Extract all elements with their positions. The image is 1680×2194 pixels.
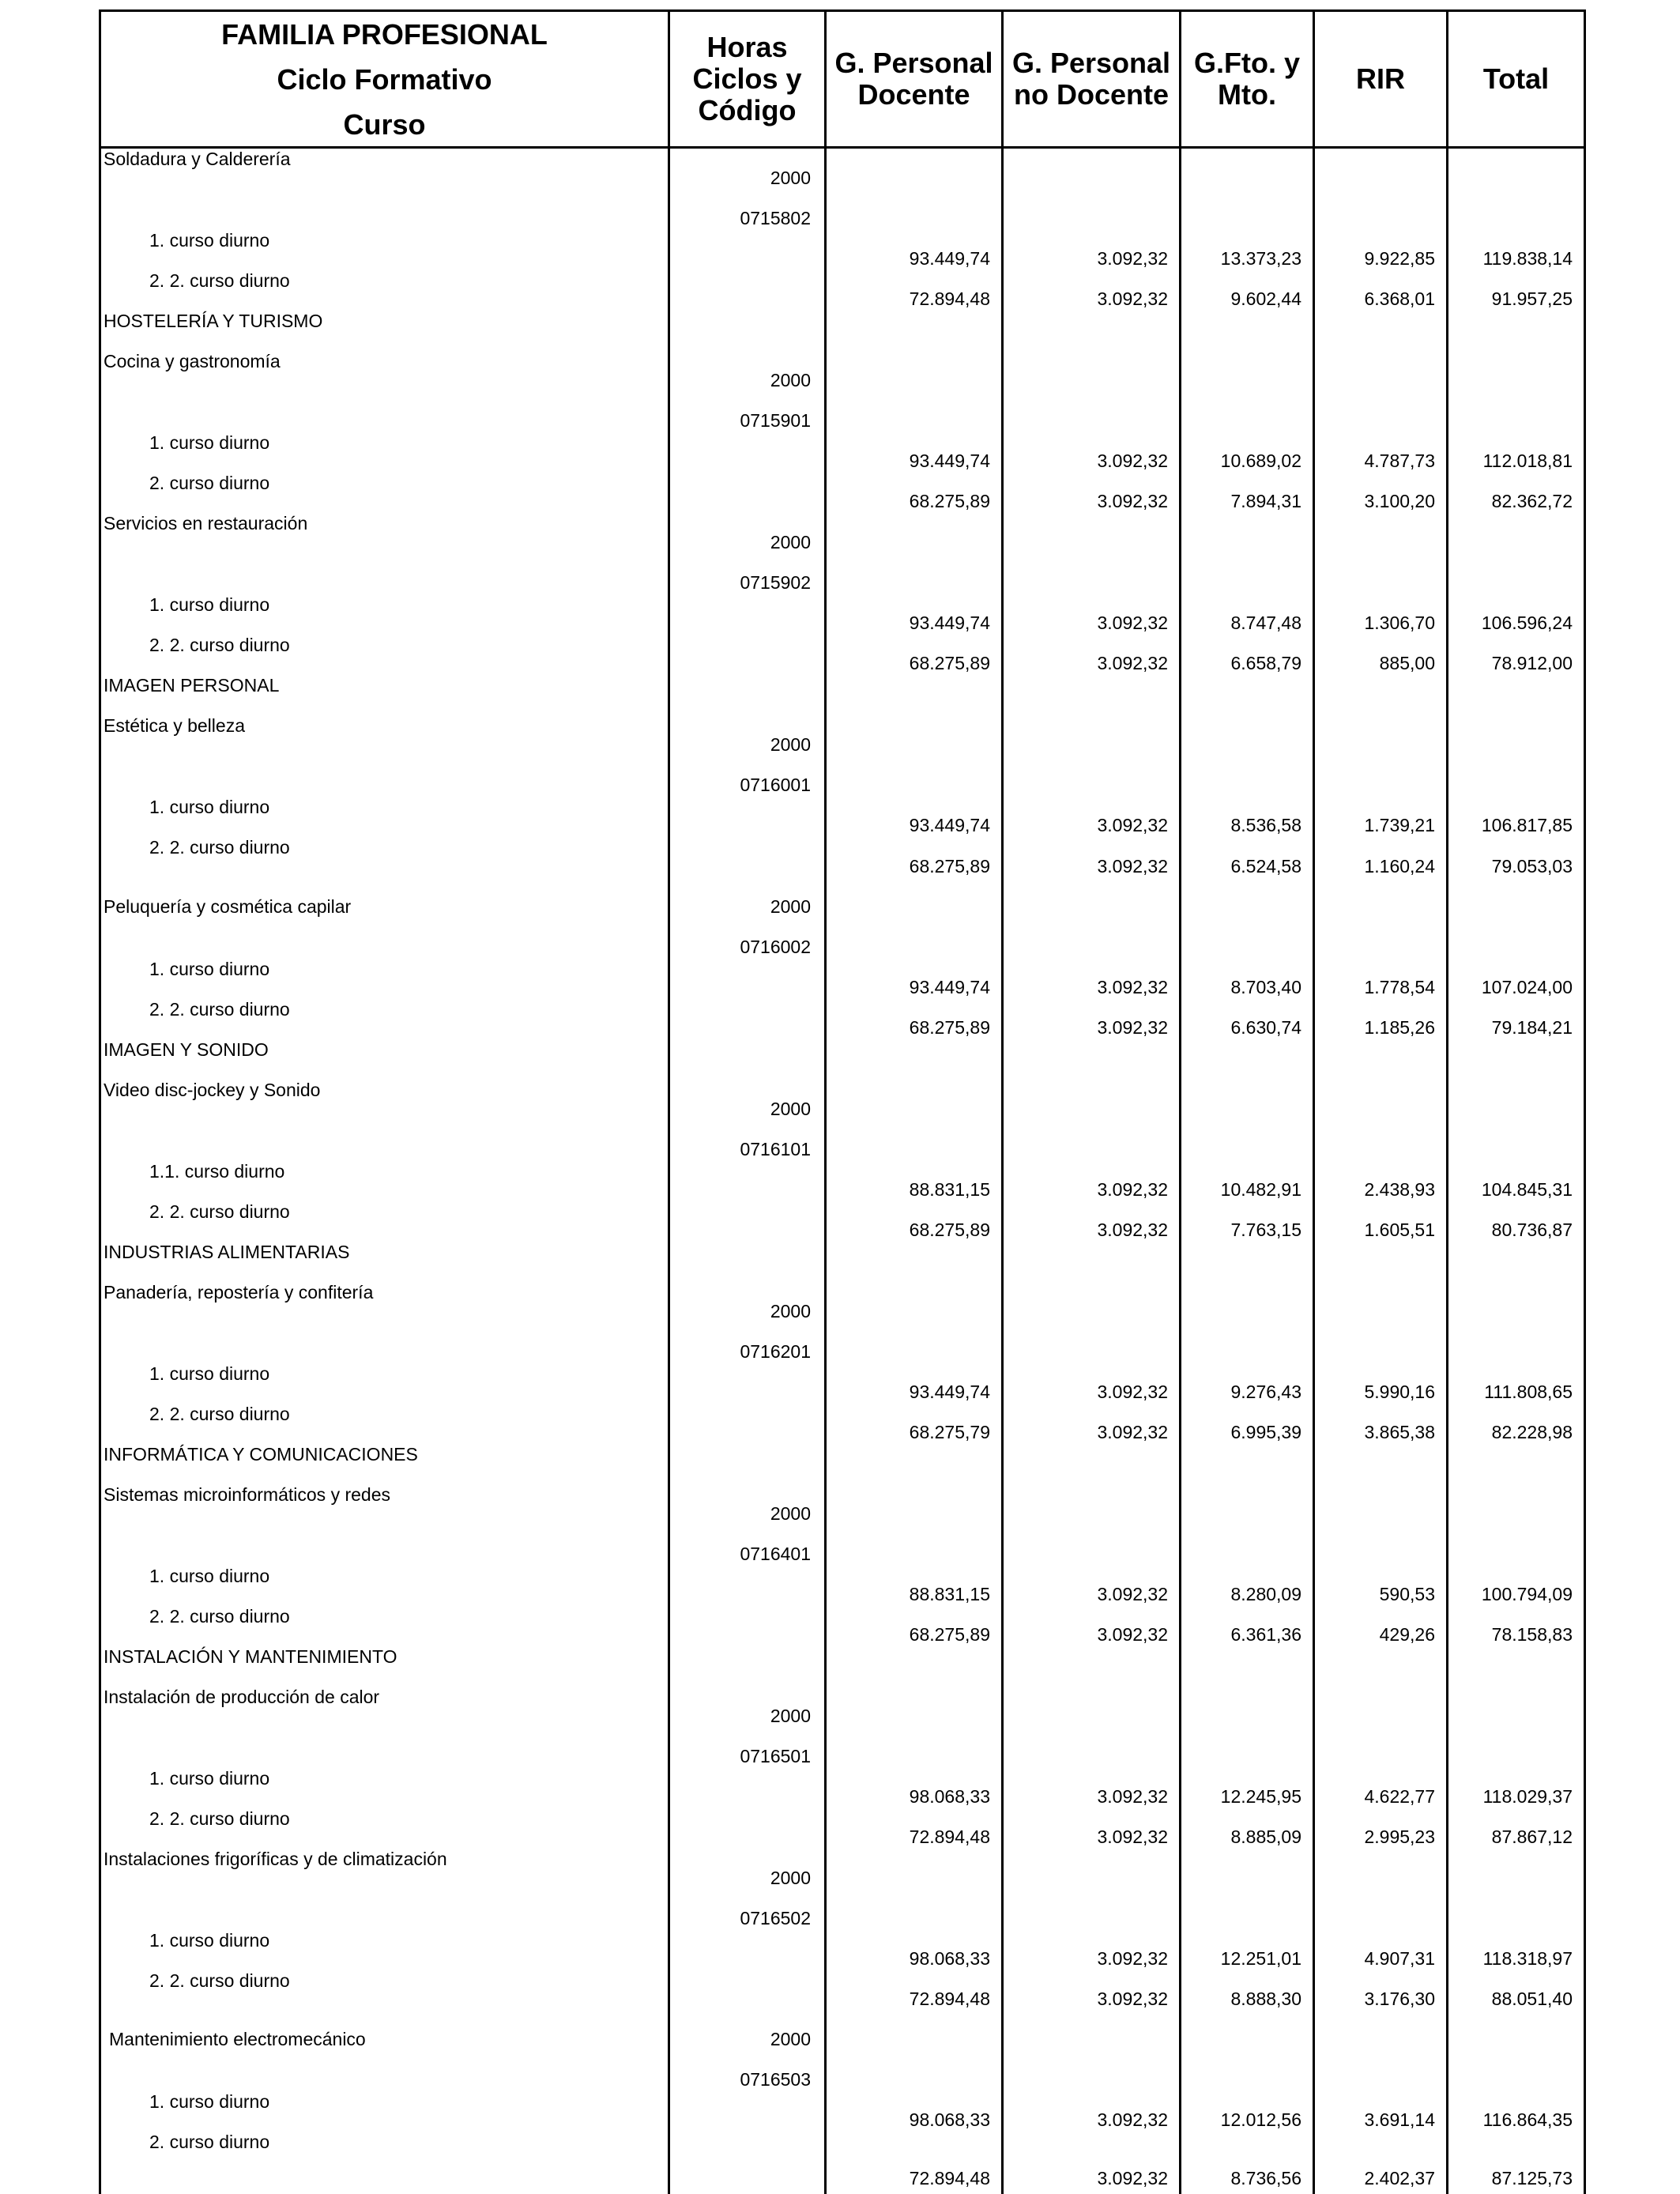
value-gfto: 12.245,95 xyxy=(1220,1786,1301,1807)
value-total: 119.838,14 xyxy=(1482,248,1573,269)
cycle-name: Instalaciones frigoríficas y de climatización xyxy=(104,1849,447,1869)
cycle-code: 0716201 xyxy=(740,1341,811,1362)
family-name: INDUSTRIAS ALIMENTARIAS xyxy=(104,1242,350,1262)
cycle-name: Mantenimiento electromecánico xyxy=(109,2029,366,2049)
value-rir: 9.922,85 xyxy=(1364,248,1435,269)
cycle-name: Instalación de producción de calor xyxy=(104,1687,380,1707)
value-personal-no-docente: 3.092,32 xyxy=(1097,491,1168,511)
column-divider xyxy=(668,9,670,2194)
value-rir: 6.368,01 xyxy=(1364,288,1435,309)
value-gfto: 12.012,56 xyxy=(1220,2109,1301,2130)
value-total: 82.362,72 xyxy=(1491,491,1573,511)
course-label: 2. 2. curso diurno xyxy=(149,1808,290,1829)
header-horas-line: Código xyxy=(698,94,797,126)
value-personal-docente: 72.894,48 xyxy=(909,288,990,309)
column-divider xyxy=(1446,9,1448,2194)
header-familia-line: Ciclo Formativo xyxy=(277,62,492,96)
header-horas xyxy=(670,11,824,147)
course-label: 2. 2. curso diurno xyxy=(149,270,290,291)
value-total: 88.051,40 xyxy=(1491,1989,1573,2009)
value-gfto: 8.703,40 xyxy=(1230,977,1301,997)
value-personal-docente: 68.275,89 xyxy=(909,1220,990,1240)
value-total: 104.845,31 xyxy=(1481,1179,1573,1200)
cycle-hours: 2000 xyxy=(770,1099,811,1119)
course-label: 2. curso diurno xyxy=(149,473,270,493)
value-rir: 4.787,73 xyxy=(1364,450,1435,471)
cycle-hours: 2000 xyxy=(770,2029,811,2049)
value-personal-docente: 98.068,33 xyxy=(909,1786,990,1807)
value-personal-docente: 93.449,74 xyxy=(909,248,990,269)
value-rir: 3.176,30 xyxy=(1364,1989,1435,2009)
cycle-name: Peluquería y cosmética capilar xyxy=(104,896,352,917)
value-personal-no-docente: 3.092,32 xyxy=(1097,1422,1168,1442)
cycle-name: Panadería, repostería y confitería xyxy=(104,1282,374,1302)
cycle-name: Sistemas microinformáticos y redes xyxy=(104,1484,390,1505)
header-line: G. Personal xyxy=(1011,47,1171,79)
value-rir: 1.605,51 xyxy=(1364,1220,1435,1240)
value-personal-docente: 72.894,48 xyxy=(909,1989,990,2009)
cycle-hours: 2000 xyxy=(770,168,811,188)
value-gfto: 13.373,23 xyxy=(1220,248,1301,269)
value-personal-docente: 93.449,74 xyxy=(909,977,990,997)
value-total: 106.596,24 xyxy=(1481,613,1573,633)
value-personal-docente: 93.449,74 xyxy=(909,613,990,633)
value-total: 116.864,35 xyxy=(1482,2109,1573,2130)
family-name: IMAGEN Y SONIDO xyxy=(104,1039,269,1060)
value-personal-no-docente: 3.092,32 xyxy=(1097,613,1168,633)
value-personal-docente: 68.275,89 xyxy=(909,491,990,511)
value-personal-no-docente: 3.092,32 xyxy=(1097,1382,1168,1402)
value-gfto: 7.894,31 xyxy=(1230,491,1301,511)
cycle-hours: 2000 xyxy=(770,1706,811,1726)
cycle-code: 0716101 xyxy=(740,1139,811,1159)
course-label: 1. curso diurno xyxy=(149,1930,270,1951)
value-gfto: 6.658,79 xyxy=(1230,653,1301,673)
value-gfto: 6.995,39 xyxy=(1230,1422,1301,1442)
header-line: RIR xyxy=(1356,62,1405,95)
value-gfto: 8.885,09 xyxy=(1230,1826,1301,1847)
family-name: INSTALACIÓN Y MANTENIMIENTO xyxy=(104,1646,397,1667)
value-personal-docente: 93.449,74 xyxy=(909,815,990,835)
cycle-hours: 2000 xyxy=(770,1503,811,1524)
value-rir: 5.990,16 xyxy=(1364,1382,1435,1402)
value-gfto: 6.524,58 xyxy=(1230,856,1301,876)
course-label: 2. 2. curso diurno xyxy=(149,999,290,1020)
value-gfto: 9.276,43 xyxy=(1230,1382,1301,1402)
cycle-code: 0716002 xyxy=(740,937,811,957)
value-rir: 2.402,37 xyxy=(1364,2168,1435,2188)
course-label: 1. curso diurno xyxy=(149,2091,270,2112)
value-personal-docente: 98.068,33 xyxy=(909,1948,990,1969)
column-divider xyxy=(1584,9,1586,2194)
cycle-code: 0716401 xyxy=(740,1544,811,1564)
value-gfto: 9.602,44 xyxy=(1230,288,1301,309)
cycle-hours: 2000 xyxy=(770,734,811,755)
cycle-code: 0716501 xyxy=(740,1746,811,1766)
value-total: 106.817,85 xyxy=(1481,815,1573,835)
value-personal-docente: 68.275,89 xyxy=(909,1017,990,1038)
value-rir: 1.778,54 xyxy=(1364,977,1435,997)
header-personal-no-docente xyxy=(1004,11,1179,147)
value-total: 78.912,00 xyxy=(1491,653,1573,673)
value-total: 112.018,81 xyxy=(1482,450,1573,471)
value-gfto: 10.482,91 xyxy=(1220,1179,1301,1200)
cycle-name: Cocina y gastronomía xyxy=(104,351,281,371)
value-personal-no-docente: 3.092,32 xyxy=(1097,1786,1168,1807)
header-gfto xyxy=(1181,11,1313,147)
course-label: 1. curso diurno xyxy=(149,230,270,251)
column-divider xyxy=(824,9,827,2194)
cycle-hours: 2000 xyxy=(770,532,811,552)
cycle-hours: 2000 xyxy=(770,896,811,917)
family-name: INFORMÁTICA Y COMUNICACIONES xyxy=(104,1444,418,1465)
course-label: 1. curso diurno xyxy=(149,1363,270,1384)
value-personal-no-docente: 3.092,32 xyxy=(1097,2109,1168,2130)
course-label: 1. curso diurno xyxy=(149,959,270,979)
cycle-name: Soldadura y Calderería xyxy=(104,149,291,169)
column-divider xyxy=(1313,9,1315,2194)
family-name: HOSTELERÍA Y TURISMO xyxy=(104,311,323,331)
value-rir: 1.739,21 xyxy=(1364,815,1435,835)
value-personal-no-docente: 3.092,32 xyxy=(1097,450,1168,471)
value-personal-no-docente: 3.092,32 xyxy=(1097,653,1168,673)
header-line: Docente xyxy=(857,78,970,111)
value-gfto: 6.361,36 xyxy=(1230,1624,1301,1645)
header-horas-line: Ciclos y xyxy=(692,62,802,95)
value-rir: 2.995,23 xyxy=(1364,1826,1435,1847)
cycle-hours: 2000 xyxy=(770,1301,811,1321)
value-total: 79.184,21 xyxy=(1491,1017,1573,1038)
value-gfto: 8.536,58 xyxy=(1230,815,1301,835)
value-personal-no-docente: 3.092,32 xyxy=(1097,1826,1168,1847)
value-gfto: 7.763,15 xyxy=(1230,1220,1301,1240)
cycle-code: 0716502 xyxy=(740,1908,811,1928)
value-rir: 1.185,26 xyxy=(1364,1017,1435,1038)
cycle-name: Estética y belleza xyxy=(104,715,245,736)
value-personal-no-docente: 3.092,32 xyxy=(1097,1624,1168,1645)
value-rir: 4.622,77 xyxy=(1364,1786,1435,1807)
value-gfto: 6.630,74 xyxy=(1230,1017,1301,1038)
cycle-code: 0715902 xyxy=(740,572,811,593)
value-total: 87.867,12 xyxy=(1491,1826,1573,1847)
value-personal-docente: 68.275,79 xyxy=(909,1422,990,1442)
value-total: 78.158,83 xyxy=(1491,1624,1573,1645)
value-personal-docente: 93.449,74 xyxy=(909,1382,990,1402)
value-total: 87.125,73 xyxy=(1491,2168,1573,2188)
value-personal-no-docente: 3.092,32 xyxy=(1097,1220,1168,1240)
value-rir: 4.907,31 xyxy=(1364,1948,1435,1969)
header-familia-line: Curso xyxy=(343,107,426,141)
value-rir: 429,26 xyxy=(1379,1624,1435,1645)
value-rir: 590,53 xyxy=(1379,1584,1435,1604)
header-line: Total xyxy=(1482,62,1550,95)
value-rir: 2.438,93 xyxy=(1364,1179,1435,1200)
value-total: 118.029,37 xyxy=(1482,1786,1573,1807)
value-rir: 1.306,70 xyxy=(1364,613,1435,633)
value-total: 82.228,98 xyxy=(1491,1422,1573,1442)
cycle-code: 0715901 xyxy=(740,410,811,431)
value-gfto: 12.251,01 xyxy=(1220,1948,1301,1969)
value-personal-no-docente: 3.092,32 xyxy=(1097,1017,1168,1038)
cycle-name: Servicios en restauración xyxy=(104,513,308,533)
value-gfto: 8.736,56 xyxy=(1230,2168,1301,2188)
value-personal-no-docente: 3.092,32 xyxy=(1097,1989,1168,2009)
header-rir xyxy=(1315,11,1446,147)
value-gfto: 8.747,48 xyxy=(1230,613,1301,633)
value-total: 79.053,03 xyxy=(1491,856,1573,876)
course-label: 2. 2. curso diurno xyxy=(149,837,290,858)
value-total: 111.808,65 xyxy=(1484,1382,1573,1402)
value-personal-docente: 68.275,89 xyxy=(909,1624,990,1645)
header-personal-docente xyxy=(827,11,1001,147)
course-label: 1. curso diurno xyxy=(149,1768,270,1789)
column-divider xyxy=(1179,9,1181,2194)
value-rir: 1.160,24 xyxy=(1364,856,1435,876)
value-personal-docente: 98.068,33 xyxy=(909,2109,990,2130)
cycle-code: 0715802 xyxy=(740,208,811,228)
value-personal-no-docente: 3.092,32 xyxy=(1097,2168,1168,2188)
value-personal-no-docente: 3.092,32 xyxy=(1097,856,1168,876)
column-divider xyxy=(1001,9,1004,2194)
course-label: 1. curso diurno xyxy=(149,1566,270,1586)
course-label: 1. curso diurno xyxy=(149,594,270,615)
course-label: 1. curso diurno xyxy=(149,797,270,817)
value-personal-docente: 68.275,89 xyxy=(909,856,990,876)
value-personal-docente: 68.275,89 xyxy=(909,653,990,673)
value-gfto: 8.280,09 xyxy=(1230,1584,1301,1604)
cycle-hours: 2000 xyxy=(770,1868,811,1888)
header-line: G.Fto. y xyxy=(1194,47,1300,79)
header-familia-line: FAMILIA PROFESIONAL xyxy=(221,17,548,51)
value-gfto: 8.888,30 xyxy=(1230,1989,1301,2009)
value-personal-docente: 72.894,48 xyxy=(909,2168,990,2188)
course-label: 2. curso diurno xyxy=(149,2132,270,2152)
course-label: 2. 2. curso diurno xyxy=(149,635,290,655)
header-horas-line: Horas xyxy=(706,31,788,63)
value-personal-no-docente: 3.092,32 xyxy=(1097,977,1168,997)
value-rir: 3.100,20 xyxy=(1364,491,1435,511)
value-personal-no-docente: 3.092,32 xyxy=(1097,288,1168,309)
value-personal-no-docente: 3.092,32 xyxy=(1097,1948,1168,1969)
value-rir: 3.691,14 xyxy=(1364,2109,1435,2130)
value-personal-docente: 93.449,74 xyxy=(909,450,990,471)
course-label: 1.1. curso diurno xyxy=(149,1161,285,1182)
value-total: 118.318,97 xyxy=(1482,1948,1573,1969)
value-personal-no-docente: 3.092,32 xyxy=(1097,1179,1168,1200)
value-rir: 885,00 xyxy=(1379,653,1435,673)
course-label: 2. 2. curso diurno xyxy=(149,1970,290,1991)
value-total: 91.957,25 xyxy=(1491,288,1573,309)
family-name: IMAGEN PERSONAL xyxy=(104,675,280,696)
value-personal-docente: 72.894,48 xyxy=(909,1826,990,1847)
value-total: 107.024,00 xyxy=(1481,977,1573,997)
cycle-hours: 2000 xyxy=(770,370,811,390)
header-line: Mto. xyxy=(1218,78,1276,111)
header-line: no Docente xyxy=(1013,78,1169,111)
header-total xyxy=(1448,11,1584,147)
value-personal-no-docente: 3.092,32 xyxy=(1097,248,1168,269)
course-label: 2. 2. curso diurno xyxy=(149,1606,290,1627)
value-personal-no-docente: 3.092,32 xyxy=(1097,815,1168,835)
value-total: 80.736,87 xyxy=(1491,1220,1573,1240)
value-total: 100.794,09 xyxy=(1481,1584,1573,1604)
value-gfto: 10.689,02 xyxy=(1220,450,1301,471)
header-familia xyxy=(101,11,668,147)
column-divider xyxy=(99,9,101,2194)
course-label: 2. 2. curso diurno xyxy=(149,1404,290,1424)
course-label: 2. 2. curso diurno xyxy=(149,1201,290,1222)
value-personal-docente: 88.831,15 xyxy=(909,1584,990,1604)
value-personal-no-docente: 3.092,32 xyxy=(1097,1584,1168,1604)
cycle-code: 0716503 xyxy=(740,2069,811,2090)
value-personal-docente: 88.831,15 xyxy=(909,1179,990,1200)
course-label: 1. curso diurno xyxy=(149,432,270,453)
cycle-code: 0716001 xyxy=(740,775,811,795)
value-rir: 3.865,38 xyxy=(1364,1422,1435,1442)
cycle-name: Video disc-jockey y Sonido xyxy=(104,1080,321,1100)
header-line: G. Personal xyxy=(834,47,993,79)
